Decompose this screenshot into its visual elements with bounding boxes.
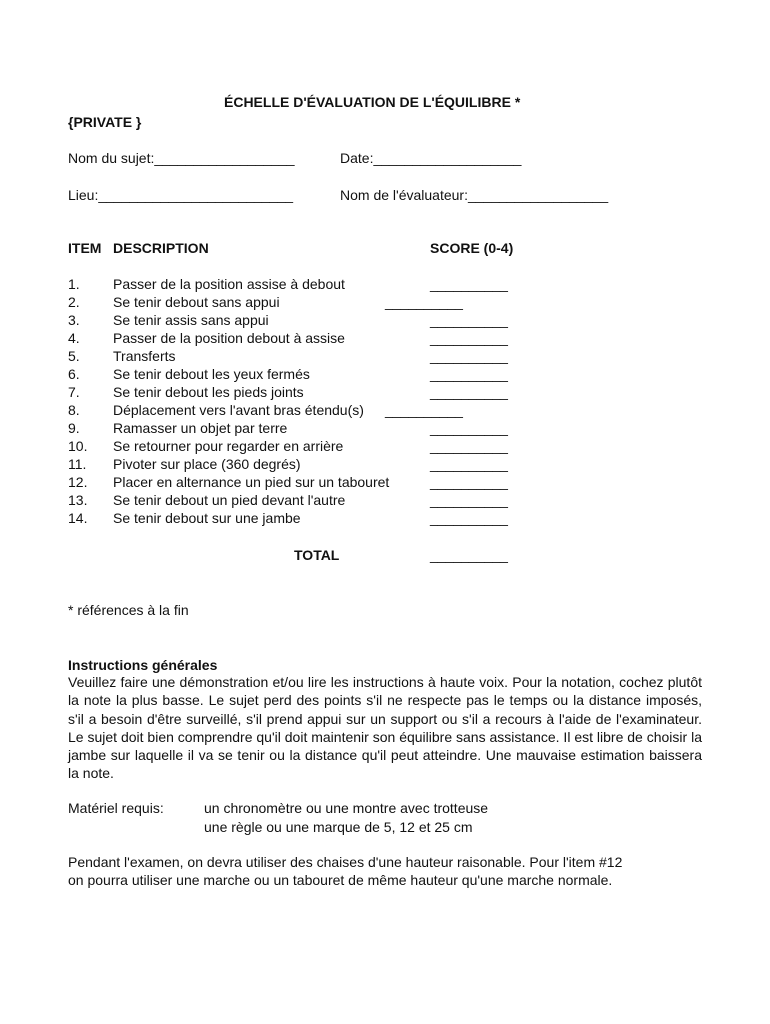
list-item [0,366,770,384]
item-description: Se retourner pour regarder en arrière [113,438,344,454]
list-item [0,294,770,312]
header-item: ITEM [68,240,102,256]
material-line-1: un chronomètre ou une montre avec trotteuse [204,800,489,816]
item-description: Se tenir debout les yeux fermés [113,366,310,382]
item-number: 13. [68,492,88,508]
score-blank: __________ [430,312,508,328]
item-number: 8. [68,402,80,418]
list-item [0,510,770,528]
item-description: Ramasser un objet par terre [113,420,288,436]
item-number: 9. [68,420,80,436]
header-description: DESCRIPTION [113,240,209,256]
item-number: 11. [68,456,87,472]
item-number: 5. [68,348,80,364]
item-description: Se tenir debout un pied devant l'autre [113,492,346,508]
closing-line-1: Pendant l'examen, on devra utiliser des chaises d'une hauteur raisonable. Pour l'item #12 [68,854,623,870]
item-description: Se tenir assis sans appui [113,312,269,328]
score-blank: __________ [430,474,508,490]
item-number: 7. [68,384,80,400]
score-blank: __________ [430,510,508,526]
instructions-text: Veuillez faire une démonstration et/ou lire les instructions à haute voix. Pour la notation, cochez plutôt la note la plus basse. Le sujet perd des points s'il ne respecte pas le temps ou la distance imposés, s'il a besoin d'être surveillé, s'il prend appui sur un support ou s'il a recours à l'aide de l'examinateur. Le sujet doit bien comprendre qu'il doit maintenir son équilibre sans assistance. Il est libre de choisir la jambe sur laquelle il va se tenir ou la distance qu'il peut atteindre. Une mauvaise estimation baissera la note. [68,674,702,782]
list-item [0,384,770,402]
total-label: TOTAL [294,547,340,563]
list-item [0,492,770,510]
date-field: Date:___________________ [340,150,522,166]
list-item [0,276,770,294]
score-blank: __________ [385,294,463,310]
item-description: Déplacement vers l'avant bras étendu(s) [113,402,364,418]
list-item [0,474,770,492]
list-item [0,402,770,420]
item-description: Se tenir debout sur une jambe [113,510,301,526]
item-number: 3. [68,312,80,328]
item-number: 10. [68,438,88,454]
score-blank: __________ [430,330,508,346]
item-description: Passer de la position debout à assise [113,330,345,346]
item-description: Placer en alternance un pied sur un tabouret [113,474,390,490]
material-label: Matériel requis: [68,800,164,816]
place-field: Lieu:_________________________ [68,187,294,203]
score-blank: __________ [430,492,508,508]
list-item [0,330,770,348]
total-score-blank: __________ [430,547,508,563]
score-blank: __________ [430,420,508,436]
list-item [0,456,770,474]
item-description: Pivoter sur place (360 degrés) [113,456,301,472]
list-item [0,438,770,456]
score-blank: __________ [385,402,463,418]
score-blank: __________ [430,456,508,472]
item-description: Se tenir debout sans appui [113,294,280,310]
item-number: 2. [68,294,80,310]
score-blank: __________ [430,276,508,292]
list-item [0,312,770,330]
item-number: 12. [68,474,88,490]
item-description: Se tenir debout les pieds joints [113,384,304,400]
item-number: 14. [68,510,88,526]
score-blank: __________ [430,366,508,382]
score-blank: __________ [430,384,508,400]
item-number: 6. [68,366,80,382]
closing-line-2: on pourra utiliser une marche ou un tabouret de même hauteur qu'une marche normale. [68,872,613,888]
header-score: SCORE (0-4) [430,240,514,256]
list-item [0,348,770,366]
score-blank: __________ [430,348,508,364]
item-description: Passer de la position assise à debout [113,276,345,292]
evaluator-field: Nom de l'évaluateur:__________________ [340,187,609,203]
subject-name-field: Nom du sujet:__________________ [68,150,295,166]
item-number: 4. [68,330,80,346]
item-number: 1. [68,276,80,292]
material-line-2: une règle ou une marque de 5, 12 et 25 cm [204,819,473,835]
document-title: ÉCHELLE D'ÉVALUATION DE L'ÉQUILIBRE * [224,94,521,110]
private-tag: {PRIVATE } [68,114,142,130]
instructions-heading: Instructions générales [68,657,218,673]
item-description: Transferts [113,348,176,364]
footnote: * références à la fin [68,602,189,618]
list-item [0,420,770,438]
score-blank: __________ [430,438,508,454]
